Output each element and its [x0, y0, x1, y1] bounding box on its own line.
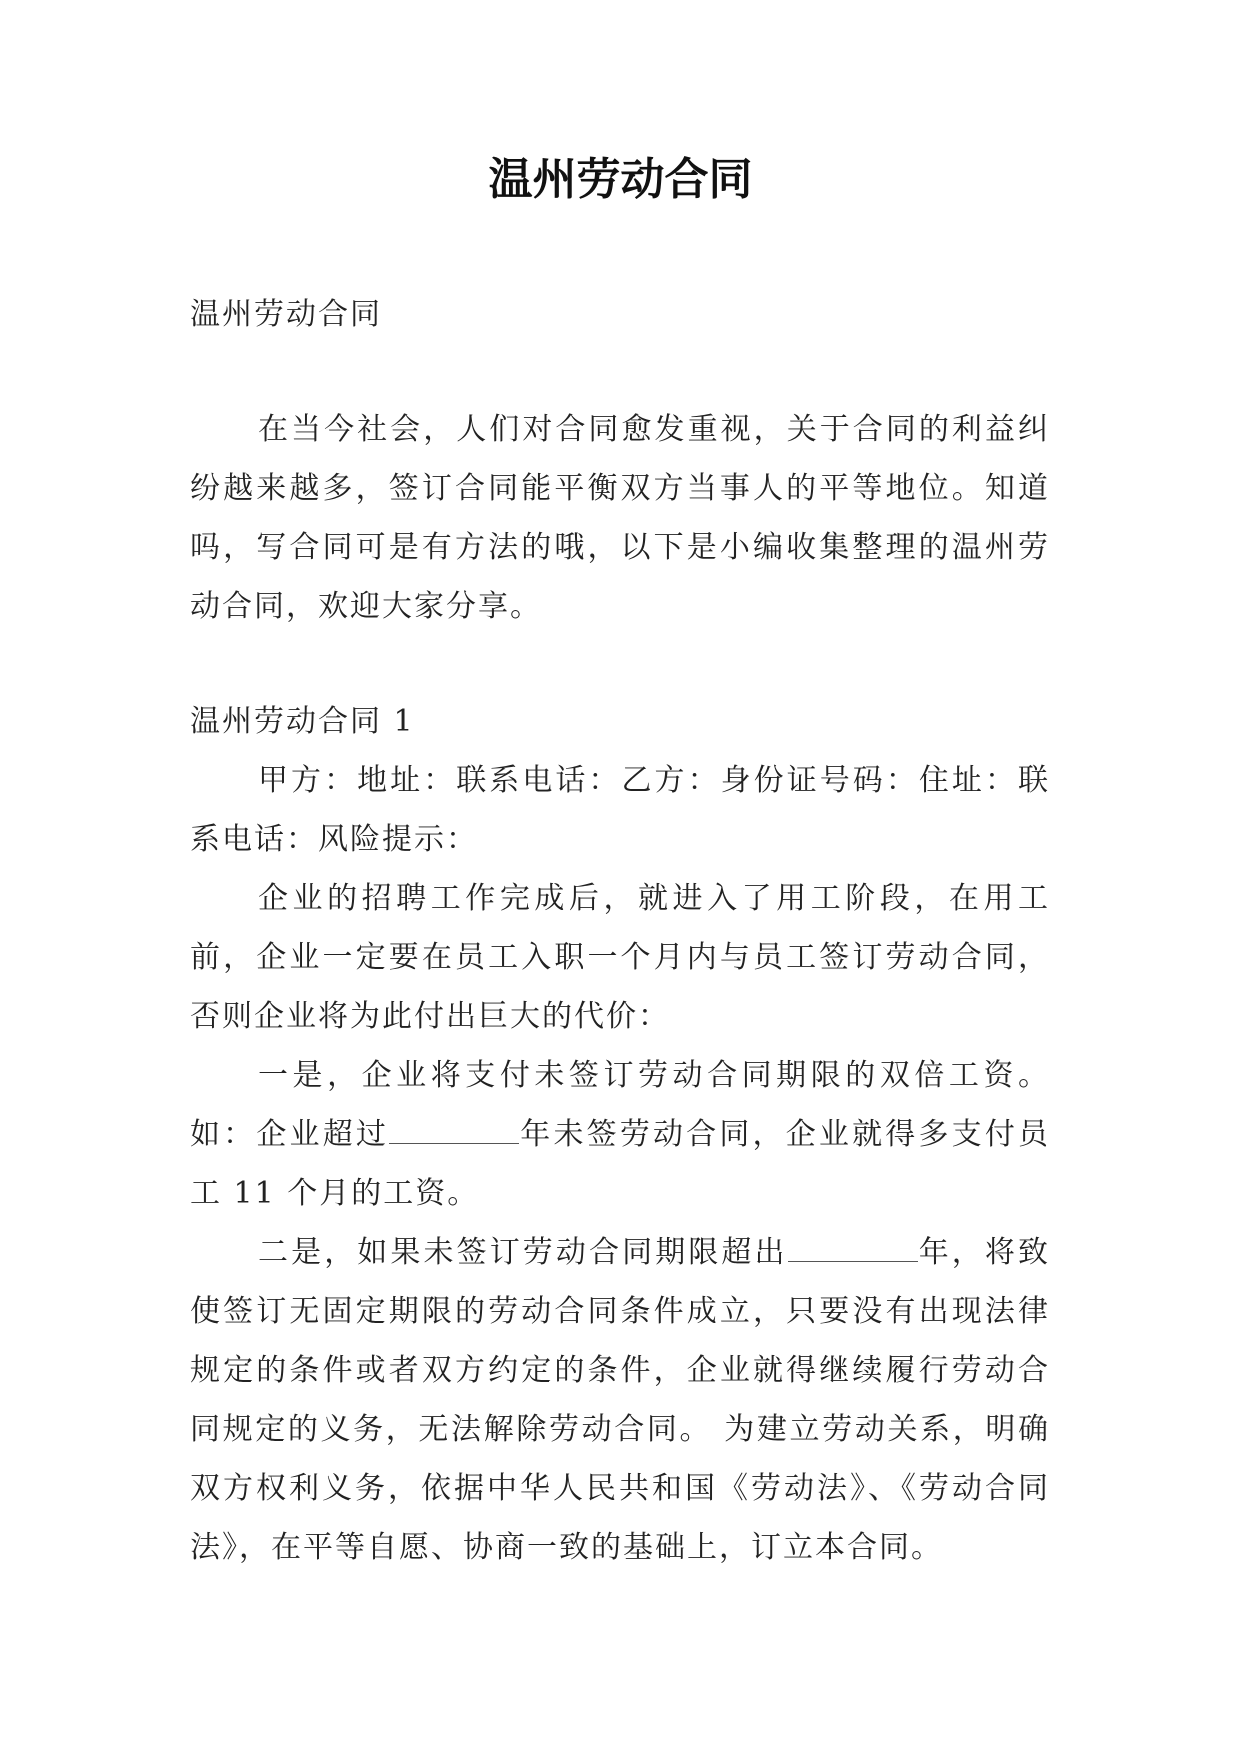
document-body [190, 285, 1050, 1577]
point-one-text-start: 一是，企业将支付未签订劳动合同期限的双倍工资。如：企业超过 [190, 1058, 1050, 1152]
risk-intro-paragraph: 企业的招聘工作完成后，就进入了用工阶段，在用工前，企业一定要在员工入职一个月内与员工签订劳动合同，否则企业将为此付出巨大的代价： [190, 881, 1050, 1034]
document-title: 温州劳动合同 [488, 154, 753, 205]
point-two-text-start: 二是，如果未签订劳动合同期限超出 [258, 1235, 788, 1270]
parties-paragraph: 甲方：地址：联系电话：乙方：身份证号码：住址：联系电话：风险提示： [190, 763, 1050, 857]
point-one-paragraph [190, 1046, 1050, 1223]
point-two-paragraph [190, 1223, 1050, 1577]
fill-in-blank [389, 1119, 519, 1144]
section-heading: 温州劳动合同 1 [190, 704, 415, 739]
fill-in-blank [788, 1237, 918, 1262]
document-subtitle: 温州劳动合同 [190, 297, 382, 332]
point-one-text-end: 年未签劳动合同，企业就得多支付员工 11 个月的工资。 [190, 1117, 1051, 1211]
intro-paragraph: 在当今社会，人们对合同愈发重视，关于合同的利益纠纷越来越多，签订合同能平衡双方当事人的平等地位。知道吗，写合同可是有方法的哦，以下是小编收集整理的温州劳动合同，欢迎大家分享。 [190, 412, 1050, 624]
point-two-text-end: 年，将致使签订无固定期限的劳动合同条件成立，只要没有出现法律规定的条件或者双方约定的条件，企业就得继续履行劳动合同规定的义务，无法解除劳动合同。 为建立劳动关系，明确双方权利义务，依据中华人民共和国《劳动法》、《劳动合同法》，在平等自愿、协商一致的基础上，订立本合同。 [190, 1235, 1051, 1565]
